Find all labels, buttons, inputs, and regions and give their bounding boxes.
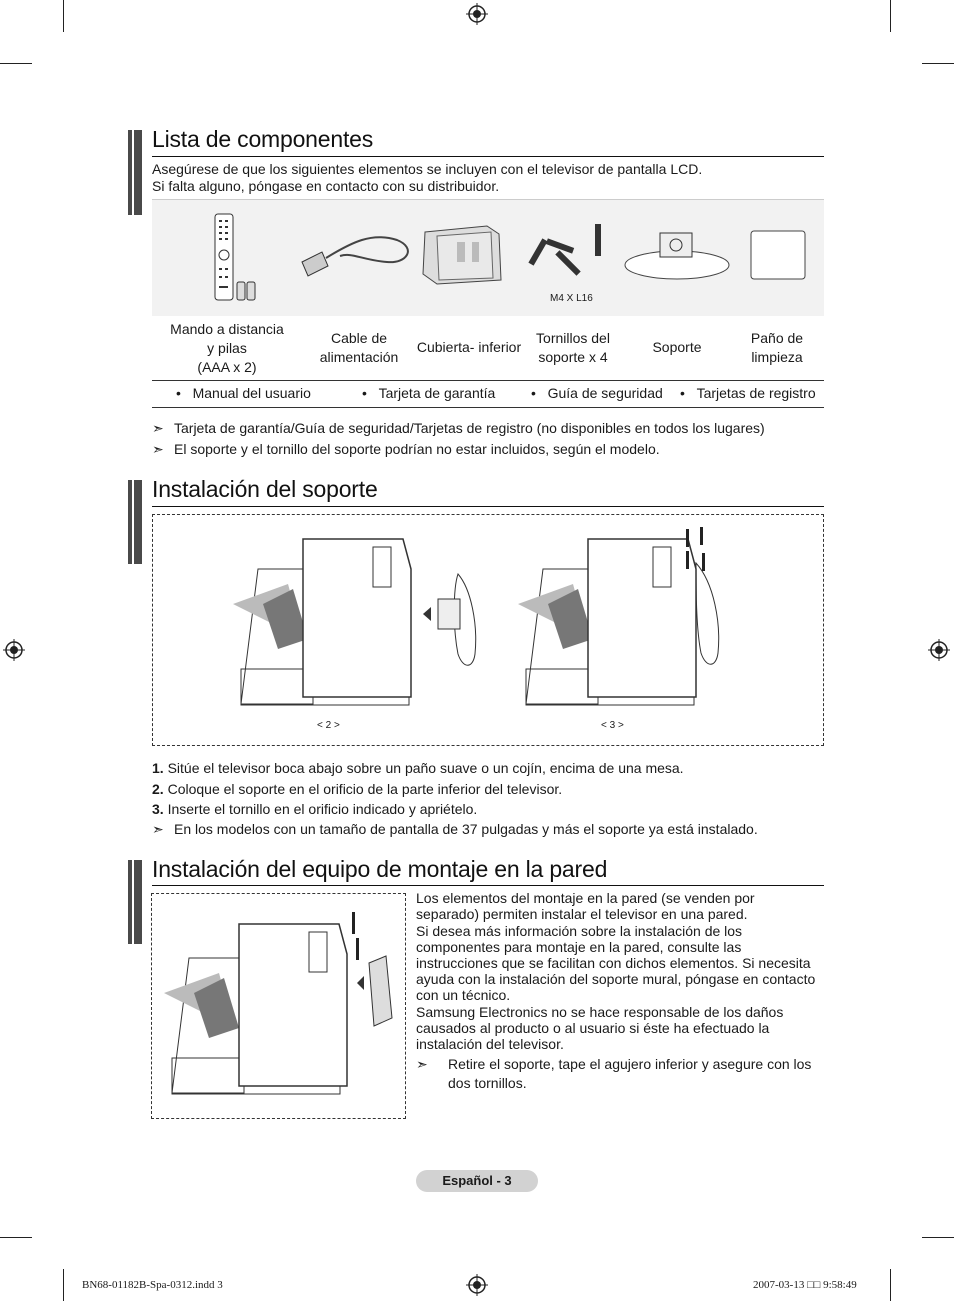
- tv-stand-screws-figure: [518, 523, 778, 713]
- component-label-line: soporte x 4: [538, 349, 608, 365]
- section-bar: [128, 860, 142, 944]
- intro-text: Asegúrese de que los siguientes elementos se incluyen con el televisor de pantalla LCD.: [152, 161, 703, 177]
- paragraph-line: instrucciones que se facilitan con dichos elementos. Si necesita: [416, 955, 811, 971]
- step-text: Sitúe el televisor boca abajo sobre un paño suave o un cojín, encima de una mesa.: [167, 760, 684, 776]
- section-title: Instalación del equipo de montaje en la pared: [152, 856, 608, 882]
- bullet-text: Tarjetas de registro: [696, 385, 816, 401]
- screw-caption: M4 X L16: [550, 293, 593, 304]
- figure-label: < 2 >: [317, 720, 340, 731]
- step-number: 2.: [152, 781, 164, 797]
- tv-stand-figure: [233, 529, 493, 714]
- page-number-badge: Español - 3: [416, 1170, 538, 1192]
- step: [152, 801, 477, 817]
- component-label: [412, 338, 526, 357]
- power-cable-icon: [292, 222, 417, 282]
- bullet-item: • Guía de seguridad: [531, 385, 663, 401]
- registration-mark-icon: [466, 3, 488, 25]
- step: [152, 760, 684, 776]
- step: [152, 781, 562, 797]
- bullet-text: Guía de seguridad: [547, 385, 663, 401]
- section-bar: [128, 480, 142, 564]
- paragraph-line: Samsung Electronics no se hace responsable de los daños: [416, 1004, 784, 1020]
- component-label-line: Tornillos del: [536, 330, 610, 346]
- note-text: Retire el soporte, tape el agujero inferior y asegure con los: [448, 1056, 812, 1072]
- stand-figure-box: [152, 514, 824, 746]
- section-title: Instalación del soporte: [152, 476, 378, 502]
- bullet-item: • Tarjeta de garantía: [362, 385, 496, 401]
- bullet-item: • Tarjetas de registro: [680, 385, 816, 401]
- paragraph-line: con un técnico.: [416, 987, 511, 1003]
- registration-mark-icon: [928, 639, 950, 661]
- bullet-text: Tarjeta de garantía: [378, 385, 496, 401]
- component-label-line: limpieza: [751, 349, 803, 365]
- component-label-line: Cable de: [330, 330, 388, 346]
- crop-mark: [63, 0, 64, 32]
- component-label-line: Cubierta- inferior: [416, 339, 522, 355]
- stand-icon: [622, 225, 732, 285]
- component-label: [156, 320, 298, 377]
- remote-control-icon: [207, 210, 267, 305]
- section-rule: [152, 156, 824, 157]
- bullet-text: Manual del usuario: [192, 385, 311, 401]
- crop-mark: [890, 0, 891, 32]
- section-title: Lista de componentes: [152, 126, 374, 152]
- component-label: [728, 329, 826, 367]
- crop-mark: [63, 1269, 64, 1301]
- crop-mark: [922, 63, 954, 64]
- section-bar: [128, 130, 142, 215]
- crop-mark: [922, 1237, 954, 1238]
- file-info: BN68-01182B-Spa-0312.indd 3: [82, 1279, 223, 1291]
- note: [416, 1056, 811, 1073]
- wall-mount-figure: [164, 908, 394, 1103]
- note-arrow-icon: ➣: [152, 441, 164, 457]
- note: [152, 420, 765, 437]
- component-label-line: y pilas: [207, 340, 247, 356]
- registration-mark-icon: [466, 1274, 488, 1296]
- note-text: En los modelos con un tamaño de pantalla de 37 pulgadas y más el soporte ya está instalado.: [174, 821, 758, 837]
- note-text: Tarjeta de garantía/Guía de seguridad/Tarjetas de registro (no disponibles en todos los lugares): [174, 420, 765, 436]
- cover-icon: [417, 222, 507, 287]
- step-text: Coloque el soporte en el orificio de la parte inferior del televisor.: [167, 781, 563, 797]
- component-label-line: Mando a distancia: [170, 321, 284, 337]
- rule: [152, 407, 824, 408]
- paragraph-line: Si desea más información sobre la instalación de los: [416, 923, 743, 939]
- registration-mark-icon: [3, 639, 25, 661]
- paragraph-line: separado) permiten instalar el televisor en una pared.: [416, 906, 748, 922]
- note: [152, 821, 758, 838]
- note-continuation: dos tornillos.: [448, 1075, 527, 1091]
- screws-icon: [527, 218, 612, 283]
- crop-mark: [890, 1269, 891, 1301]
- component-label-line: alimentación: [319, 349, 399, 365]
- intro-text: Si falta alguno, póngase en contacto con su distribuidor.: [152, 178, 500, 194]
- rule: [152, 380, 824, 381]
- note: [152, 441, 660, 458]
- timestamp: 2007-03-13 □□ 9:58:49: [753, 1279, 857, 1291]
- note-arrow-icon: ➣: [152, 821, 164, 837]
- step-number: 1.: [152, 760, 164, 776]
- paragraph-line: ayuda con la instalación del soporte mural, póngase en contacto: [416, 971, 816, 987]
- step-number: 3.: [152, 801, 164, 817]
- note-arrow-icon: ➣: [152, 420, 164, 436]
- component-label-line: Paño de: [750, 330, 804, 346]
- paragraph-line: Los elementos del montaje en la pared (se venden por: [416, 890, 755, 906]
- figure-label: < 3 >: [601, 720, 624, 731]
- cleaning-cloth-icon: [747, 228, 809, 283]
- note-arrow-icon: ➣: [416, 1056, 428, 1072]
- components-panel: [152, 199, 824, 316]
- bullet-item: • Manual del usuario: [176, 385, 311, 401]
- section-rule: [152, 506, 824, 507]
- component-label-line: Soporte: [652, 339, 702, 355]
- component-label: [522, 329, 624, 367]
- note-text: El soporte y el tornillo del soporte podrían no estar incluidos, según el modelo.: [174, 441, 660, 457]
- paragraph-line: instalación del televisor.: [416, 1036, 564, 1052]
- crop-mark: [0, 1237, 32, 1238]
- component-label-line: (AAA x 2): [197, 359, 257, 375]
- wall-mount-figure-box: [151, 893, 406, 1119]
- section-rule: [152, 885, 824, 886]
- component-label: [630, 338, 724, 357]
- paragraph-line: causados al producto o al usuario si éste ha efectuado la: [416, 1020, 770, 1036]
- component-label: [303, 329, 415, 367]
- paragraph-line: componentes para montaje en la pared, consulte las: [416, 939, 742, 955]
- crop-mark: [0, 63, 32, 64]
- step-text: Inserte el tornillo en el orificio indicado y apriételo.: [167, 801, 478, 817]
